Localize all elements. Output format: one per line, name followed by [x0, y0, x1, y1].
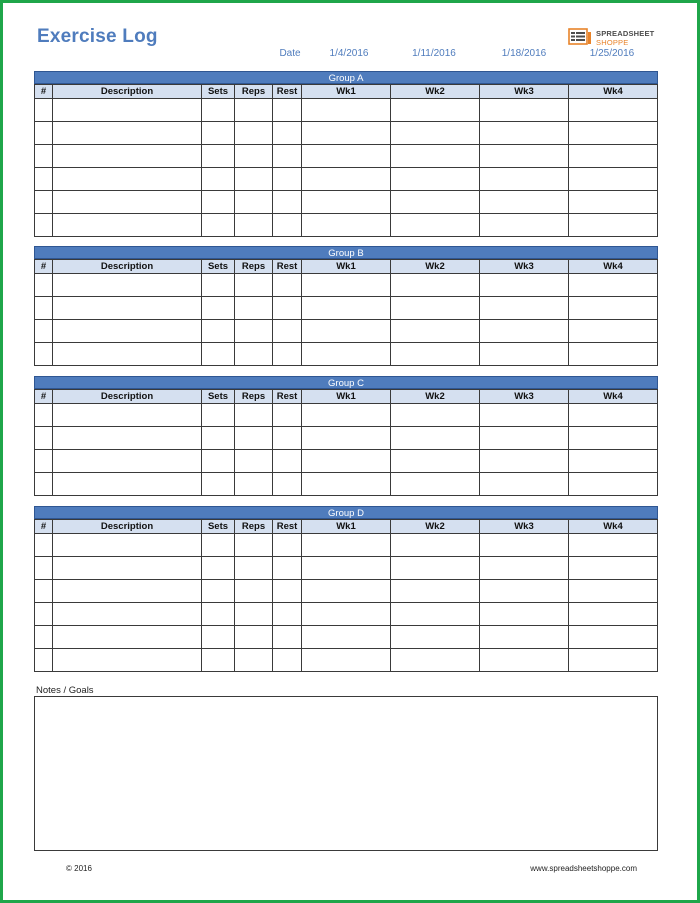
exercise-group [34, 506, 658, 672]
entry-cell[interactable] [235, 99, 273, 122]
table-row [35, 191, 658, 214]
column-header: # [35, 390, 53, 404]
entry-cell[interactable] [569, 649, 658, 672]
column-header: Wk3 [480, 520, 569, 534]
entry-cell[interactable] [569, 297, 658, 320]
entry-cell[interactable] [202, 168, 235, 191]
entry-cell[interactable] [391, 626, 480, 649]
table-row [35, 626, 658, 649]
column-header: Wk2 [391, 260, 480, 274]
entry-cell[interactable] [35, 427, 53, 450]
entry-cell[interactable] [273, 649, 302, 672]
entry-cell[interactable] [53, 320, 202, 343]
entry-cell[interactable] [302, 99, 391, 122]
entry-cell[interactable] [35, 343, 53, 366]
entry-cell[interactable] [569, 534, 658, 557]
entry-cell[interactable] [273, 603, 302, 626]
column-header: Description [53, 85, 202, 99]
entry-cell[interactable] [302, 320, 391, 343]
entry-cell[interactable] [480, 427, 569, 450]
entry-cell[interactable] [302, 557, 391, 580]
entry-cell[interactable] [202, 473, 235, 496]
entry-cell[interactable] [35, 404, 53, 427]
entry-cell[interactable] [569, 168, 658, 191]
entry-cell[interactable] [53, 191, 202, 214]
table-row [35, 603, 658, 626]
entry-cell[interactable] [235, 404, 273, 427]
entry-cell[interactable] [391, 99, 480, 122]
entry-cell[interactable] [391, 191, 480, 214]
exercise-table [34, 519, 658, 672]
entry-cell[interactable] [53, 99, 202, 122]
entry-cell[interactable] [35, 320, 53, 343]
entry-cell[interactable] [391, 603, 480, 626]
page [3, 3, 697, 900]
entry-cell[interactable] [235, 534, 273, 557]
entry-cell[interactable] [480, 297, 569, 320]
entry-cell[interactable] [53, 626, 202, 649]
table-row [35, 580, 658, 603]
entry-cell[interactable] [202, 99, 235, 122]
entry-cell[interactable] [53, 297, 202, 320]
entry-cell[interactable] [480, 580, 569, 603]
spreadsheet-logo-icon [568, 27, 592, 47]
column-header: Reps [235, 260, 273, 274]
entry-cell[interactable] [35, 122, 53, 145]
table-row [35, 450, 658, 473]
entry-cell[interactable] [569, 427, 658, 450]
entry-cell[interactable] [202, 297, 235, 320]
date-week-3[interactable]: 1/18/2016 [501, 48, 547, 59]
entry-cell[interactable] [302, 473, 391, 496]
entry-cell[interactable] [391, 122, 480, 145]
entry-cell[interactable] [302, 145, 391, 168]
exercise-table [34, 84, 658, 237]
entry-cell[interactable] [480, 626, 569, 649]
entry-cell[interactable] [53, 534, 202, 557]
column-header: Wk1 [302, 520, 391, 534]
group-title: Group C [34, 376, 658, 389]
entry-cell[interactable] [35, 145, 53, 168]
entry-cell[interactable] [391, 427, 480, 450]
table-header-row [35, 520, 658, 534]
entry-cell[interactable] [480, 99, 569, 122]
column-header: Wk3 [480, 260, 569, 274]
column-header: Description [53, 390, 202, 404]
entry-cell[interactable] [235, 122, 273, 145]
entry-cell[interactable] [480, 320, 569, 343]
column-header: Wk4 [569, 85, 658, 99]
column-header: # [35, 520, 53, 534]
entry-cell[interactable] [202, 603, 235, 626]
entry-cell[interactable] [235, 626, 273, 649]
entry-cell[interactable] [302, 122, 391, 145]
entry-cell[interactable] [273, 473, 302, 496]
entry-cell[interactable] [202, 191, 235, 214]
entry-cell[interactable] [569, 404, 658, 427]
entry-cell[interactable] [235, 274, 273, 297]
entry-cell[interactable] [391, 214, 480, 237]
entry-cell[interactable] [273, 404, 302, 427]
column-header: Rest [273, 260, 302, 274]
entry-cell[interactable] [480, 450, 569, 473]
notes-label: Notes / Goals [36, 685, 94, 696]
entry-cell[interactable] [391, 145, 480, 168]
entry-cell[interactable] [35, 450, 53, 473]
entry-cell[interactable] [391, 343, 480, 366]
entry-cell[interactable] [569, 473, 658, 496]
table-row [35, 214, 658, 237]
column-header: Sets [202, 390, 235, 404]
entry-cell[interactable] [569, 450, 658, 473]
table-row [35, 427, 658, 450]
date-week-4[interactable]: 1/25/2016 [589, 48, 635, 59]
entry-cell[interactable] [569, 122, 658, 145]
group-title: Group D [34, 506, 658, 519]
date-week-1[interactable]: 1/4/2016 [329, 48, 369, 59]
table-header-row [35, 85, 658, 99]
entry-cell[interactable] [202, 649, 235, 672]
entry-cell[interactable] [273, 580, 302, 603]
entry-cell[interactable] [391, 404, 480, 427]
column-header: Wk1 [302, 260, 391, 274]
footer-website: www.spreadsheetshoppe.com [530, 864, 637, 873]
entry-cell[interactable] [480, 274, 569, 297]
column-header: Wk1 [302, 85, 391, 99]
entry-cell[interactable] [302, 191, 391, 214]
table-row [35, 145, 658, 168]
entry-cell[interactable] [480, 145, 569, 168]
entry-cell[interactable] [273, 99, 302, 122]
entry-cell[interactable] [53, 427, 202, 450]
table-row [35, 297, 658, 320]
table-row [35, 343, 658, 366]
entry-cell[interactable] [53, 603, 202, 626]
entry-cell[interactable] [202, 450, 235, 473]
entry-cell[interactable] [35, 214, 53, 237]
entry-cell[interactable] [273, 534, 302, 557]
entry-cell[interactable] [302, 603, 391, 626]
entry-cell[interactable] [35, 274, 53, 297]
page-title: Exercise Log [37, 26, 158, 47]
entry-cell[interactable] [391, 473, 480, 496]
table-row [35, 168, 658, 191]
table-row [35, 320, 658, 343]
entry-cell[interactable] [53, 649, 202, 672]
entry-cell[interactable] [480, 649, 569, 672]
entry-cell[interactable] [235, 343, 273, 366]
entry-cell[interactable] [202, 214, 235, 237]
column-header: Reps [235, 390, 273, 404]
entry-cell[interactable] [273, 274, 302, 297]
entry-cell[interactable] [273, 168, 302, 191]
entry-cell[interactable] [235, 145, 273, 168]
column-header: Sets [202, 260, 235, 274]
entry-cell[interactable] [35, 191, 53, 214]
column-header: Reps [235, 520, 273, 534]
entry-cell[interactable] [273, 122, 302, 145]
entry-cell[interactable] [302, 214, 391, 237]
entry-cell[interactable] [569, 320, 658, 343]
entry-cell[interactable] [235, 580, 273, 603]
entry-cell[interactable] [235, 168, 273, 191]
entry-cell[interactable] [569, 580, 658, 603]
column-header: Wk1 [302, 390, 391, 404]
table-row [35, 649, 658, 672]
entry-cell[interactable] [302, 580, 391, 603]
date-label: Date [279, 48, 301, 59]
column-header: Rest [273, 390, 302, 404]
entry-cell[interactable] [273, 427, 302, 450]
entry-cell[interactable] [202, 145, 235, 168]
entry-cell[interactable] [53, 343, 202, 366]
entry-cell[interactable] [235, 450, 273, 473]
entry-cell[interactable] [569, 603, 658, 626]
table-row [35, 122, 658, 145]
entry-cell[interactable] [35, 626, 53, 649]
entry-cell[interactable] [53, 274, 202, 297]
exercise-group [34, 376, 658, 496]
entry-cell[interactable] [235, 320, 273, 343]
entry-cell[interactable] [302, 343, 391, 366]
entry-cell[interactable] [235, 297, 273, 320]
entry-cell[interactable] [302, 626, 391, 649]
entry-cell[interactable] [53, 580, 202, 603]
entry-cell[interactable] [53, 557, 202, 580]
entry-cell[interactable] [391, 534, 480, 557]
entry-cell[interactable] [35, 534, 53, 557]
entry-cell[interactable] [302, 649, 391, 672]
entry-cell[interactable] [273, 320, 302, 343]
entry-cell[interactable] [53, 122, 202, 145]
exercise-table [34, 259, 658, 366]
entry-cell[interactable] [35, 473, 53, 496]
entry-cell[interactable] [391, 450, 480, 473]
entry-cell[interactable] [569, 626, 658, 649]
entry-cell[interactable] [302, 297, 391, 320]
entry-cell[interactable] [273, 626, 302, 649]
entry-cell[interactable] [480, 473, 569, 496]
column-header: Wk2 [391, 520, 480, 534]
entry-cell[interactable] [480, 122, 569, 145]
group-title: Group A [34, 71, 658, 84]
column-header: Rest [273, 85, 302, 99]
entry-cell[interactable] [569, 145, 658, 168]
column-header: Wk2 [391, 85, 480, 99]
table-row [35, 99, 658, 122]
exercise-group [34, 246, 658, 366]
entry-cell[interactable] [235, 557, 273, 580]
entry-cell[interactable] [235, 214, 273, 237]
entry-cell[interactable] [35, 99, 53, 122]
entry-cell[interactable] [235, 473, 273, 496]
entry-cell[interactable] [480, 343, 569, 366]
entry-cell[interactable] [391, 649, 480, 672]
date-week-2[interactable]: 1/11/2016 [412, 48, 456, 59]
column-header: Reps [235, 85, 273, 99]
entry-cell[interactable] [391, 274, 480, 297]
entry-cell[interactable] [235, 427, 273, 450]
column-header: Rest [273, 520, 302, 534]
entry-cell[interactable] [53, 404, 202, 427]
entry-cell[interactable] [202, 557, 235, 580]
table-row [35, 557, 658, 580]
entry-cell[interactable] [480, 168, 569, 191]
entry-cell[interactable] [569, 191, 658, 214]
entry-cell[interactable] [480, 603, 569, 626]
entry-cell[interactable] [202, 626, 235, 649]
footer-copyright: © 2016 [66, 864, 92, 873]
entry-cell[interactable] [202, 427, 235, 450]
table-row [35, 534, 658, 557]
entry-cell[interactable] [391, 580, 480, 603]
entry-cell[interactable] [202, 343, 235, 366]
entry-cell[interactable] [391, 557, 480, 580]
column-header: # [35, 85, 53, 99]
entry-cell[interactable] [35, 649, 53, 672]
logo-text-primary: SPREADSHEET [596, 29, 655, 38]
entry-cell[interactable] [53, 450, 202, 473]
entry-cell[interactable] [391, 320, 480, 343]
entry-cell[interactable] [569, 99, 658, 122]
entry-cell[interactable] [302, 404, 391, 427]
entry-cell[interactable] [391, 168, 480, 191]
entry-cell[interactable] [202, 274, 235, 297]
entry-cell[interactable] [569, 274, 658, 297]
column-header: # [35, 260, 53, 274]
entry-cell[interactable] [480, 404, 569, 427]
entry-cell[interactable] [202, 404, 235, 427]
entry-cell[interactable] [480, 214, 569, 237]
entry-cell[interactable] [35, 557, 53, 580]
column-header: Sets [202, 85, 235, 99]
exercise-group [34, 71, 658, 237]
column-header: Wk3 [480, 85, 569, 99]
column-header: Wk4 [569, 260, 658, 274]
entry-cell[interactable] [273, 191, 302, 214]
entry-cell[interactable] [302, 168, 391, 191]
entry-cell[interactable] [273, 297, 302, 320]
entry-cell[interactable] [235, 649, 273, 672]
entry-cell[interactable] [569, 343, 658, 366]
logo-text-secondary: SHOPPE [596, 38, 629, 47]
entry-cell[interactable] [302, 450, 391, 473]
entry-cell[interactable] [273, 145, 302, 168]
column-header: Description [53, 520, 202, 534]
column-header: Wk4 [569, 520, 658, 534]
entry-cell[interactable] [569, 214, 658, 237]
column-header: Wk2 [391, 390, 480, 404]
entry-cell[interactable] [235, 191, 273, 214]
table-row [35, 473, 658, 496]
entry-cell[interactable] [202, 534, 235, 557]
entry-cell[interactable] [53, 473, 202, 496]
column-header: Wk3 [480, 390, 569, 404]
entry-cell[interactable] [202, 122, 235, 145]
entry-cell[interactable] [235, 603, 273, 626]
entry-cell[interactable] [273, 214, 302, 237]
column-header: Sets [202, 520, 235, 534]
entry-cell[interactable] [35, 603, 53, 626]
entry-cell[interactable] [273, 450, 302, 473]
column-header: Wk4 [569, 390, 658, 404]
entry-cell[interactable] [302, 427, 391, 450]
entry-cell[interactable] [35, 168, 53, 191]
entry-cell[interactable] [53, 214, 202, 237]
entry-cell[interactable] [302, 274, 391, 297]
entry-cell[interactable] [35, 297, 53, 320]
group-title: Group B [34, 246, 658, 259]
entry-cell[interactable] [273, 343, 302, 366]
brand-logo [568, 27, 658, 49]
entry-cell[interactable] [53, 145, 202, 168]
notes-goals-box[interactable] [34, 696, 658, 851]
entry-cell[interactable] [480, 557, 569, 580]
entry-cell[interactable] [391, 297, 480, 320]
entry-cell[interactable] [302, 534, 391, 557]
entry-cell[interactable] [480, 534, 569, 557]
exercise-table [34, 389, 658, 496]
table-header-row [35, 260, 658, 274]
entry-cell[interactable] [569, 557, 658, 580]
entry-cell[interactable] [480, 191, 569, 214]
entry-cell[interactable] [273, 557, 302, 580]
entry-cell[interactable] [35, 580, 53, 603]
entry-cell[interactable] [202, 580, 235, 603]
table-row [35, 274, 658, 297]
entry-cell[interactable] [53, 168, 202, 191]
column-header: Description [53, 260, 202, 274]
table-header-row [35, 390, 658, 404]
entry-cell[interactable] [202, 320, 235, 343]
table-row [35, 404, 658, 427]
